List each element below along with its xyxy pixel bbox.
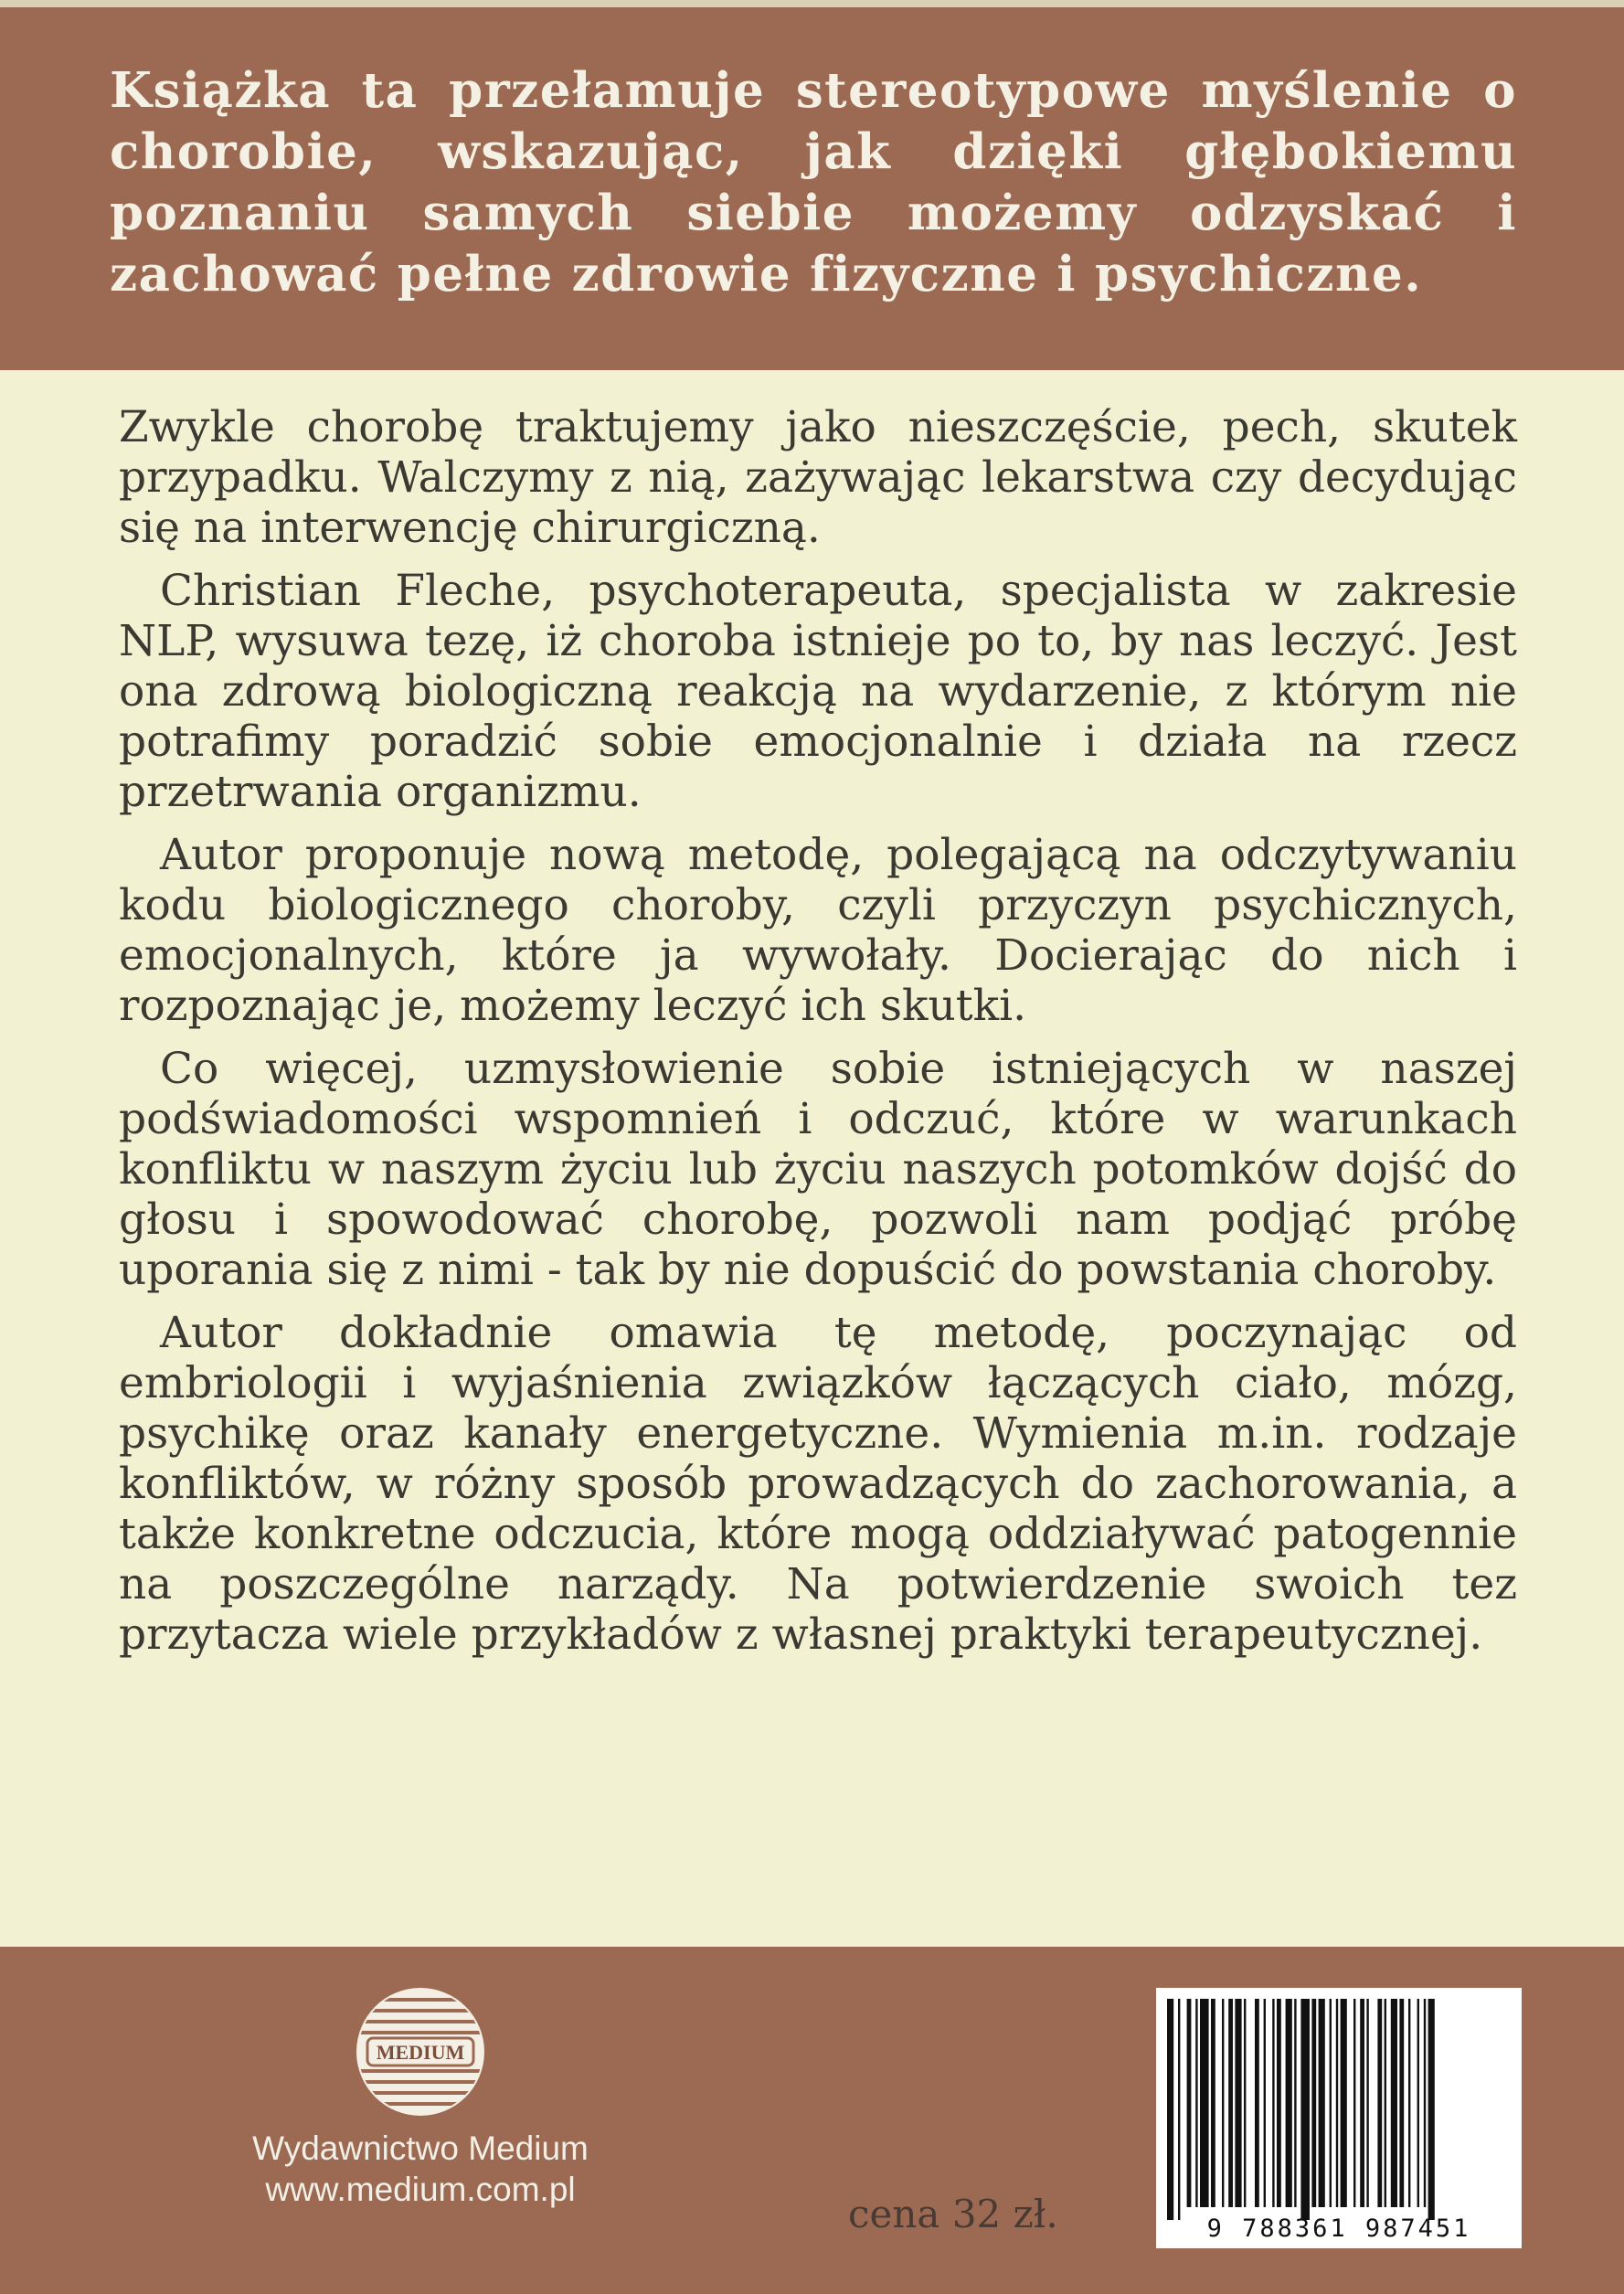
barcode-bar (1277, 1999, 1281, 2207)
barcode-bar (1195, 1999, 1197, 2207)
price-label: cena 32 zł. (848, 2192, 1058, 2236)
barcode-bar (1417, 1999, 1419, 2207)
medium-logo-icon (302, 1983, 539, 2120)
barcode-bar (1300, 1999, 1310, 2220)
paragraph-2: Christian Fleche, psychoterapeuta, specjalista w zakresie NLP, wysuwa tezę, iż choroba istnieje po to, by nas leczyć. Jest ona zdrową biologiczną reakcją na wydarzenie, z którym nie potrafimy poradzić sobie emocjonalnie i działa na rzecz przetrwania organizmu. (119, 566, 1517, 817)
paragraph-5: Autor dokładnie omawia tę metodę, poczynając od embriologii i wyjaśnienia związków łączących ciało, mózg, psychikę oraz kanały energetyczne. Wymienia m.in. rodzaje konfliktów, w różny sposób prowadzących do zachorowania, a także konkretne odczucia, które mogą oddziaływać patogennie na poszczególne narządy. Na potwierdzenie swoich tez przytacza wiele przykładów z własnej praktyki terapeutycznej. (119, 1308, 1517, 1660)
paragraph-1: Zwykle chorobę traktujemy jako nieszczęście, pech, skutek przypadku. Walczymy z nią, zażywając lekarstwa czy decydując się na interwencję chirurgiczną. (119, 402, 1517, 553)
barcode-bar (1360, 1999, 1364, 2207)
barcode-bar (1178, 1999, 1180, 2220)
barcode-bar (1377, 1999, 1382, 2207)
paragraph-3: Autor proponuje nową metodę, polegającą na odczytywaniu kodu biologicznego choroby, czyli przyczyn psychicznych, emocjonalnych, które ja wywołały. Docierając do nich i rozpoznając je, możemy leczyć ich skutki. (119, 830, 1517, 1031)
barcode-bar (1408, 1999, 1410, 2207)
barcode-bar (1399, 1999, 1404, 2207)
barcode-bar (1311, 1999, 1316, 2207)
barcode-bar (1353, 1999, 1355, 2207)
barcode-bar (1336, 1999, 1338, 2207)
paragraph-4: Co więcej, uzmysłowienie sobie istniejących w naszej podświadomości wspomnień i odczuć, które w warunkach konfliktu w naszym życiu lub życiu naszych potomków dojść do głosu i spowodować chorobę, pozwoli nam podjąć próbę uporania się z nimi - tak by nie dopuścić do powstania choroby. (119, 1044, 1517, 1295)
barcode-bar (1255, 1999, 1259, 2207)
isbn-barcode (1156, 1988, 1522, 2248)
barcode-bar (1286, 1999, 1292, 2207)
barcode-bar (1272, 1999, 1274, 2207)
logo-label: MEDIUM (376, 2041, 465, 2064)
barcode-bar (1167, 1999, 1173, 2220)
publisher-url[interactable]: www.medium.com.pl (265, 2171, 576, 2208)
publisher-name: Wydawnictwo Medium (252, 2129, 589, 2167)
barcode-bar (1187, 1999, 1192, 2207)
barcode-bar (1244, 1999, 1246, 2207)
barcode-bar (1264, 1999, 1266, 2207)
isbn-digits: 9 788361 987451 (1206, 2214, 1471, 2243)
barcode-bar (1200, 1999, 1209, 2207)
blurb-text: Książka ta przełamuje stereotypowe myślenie o chorobie, wskazując, jak dzięki głębokiemu poznaniu samych siebie możemy odzyskać i zachować pełne zdrowie fizyczne i psychiczne. (110, 62, 1517, 303)
publisher-info (165, 2128, 676, 2210)
barcode-bar (1385, 1999, 1386, 2207)
barcode-bar (1424, 1999, 1426, 2207)
barcode-bar (1330, 1999, 1332, 2207)
barcode-bar (1294, 1999, 1296, 2207)
barcode-bar (1211, 1999, 1215, 2207)
barcode-bar (1319, 1999, 1325, 2207)
description-text (119, 402, 1517, 1673)
top-blurb-band (0, 0, 1624, 370)
barcode-bar (1341, 1999, 1347, 2207)
medium-logo (302, 1983, 539, 2120)
barcode-bars (1156, 1988, 1522, 2248)
barcode-bar (1222, 1999, 1224, 2207)
barcode-bar (1235, 1999, 1241, 2207)
barcode-bar (1366, 1999, 1368, 2207)
barcode-bar (1428, 1999, 1435, 2220)
barcode-bar (1391, 1999, 1397, 2207)
barcode-bar (1228, 1999, 1233, 2207)
